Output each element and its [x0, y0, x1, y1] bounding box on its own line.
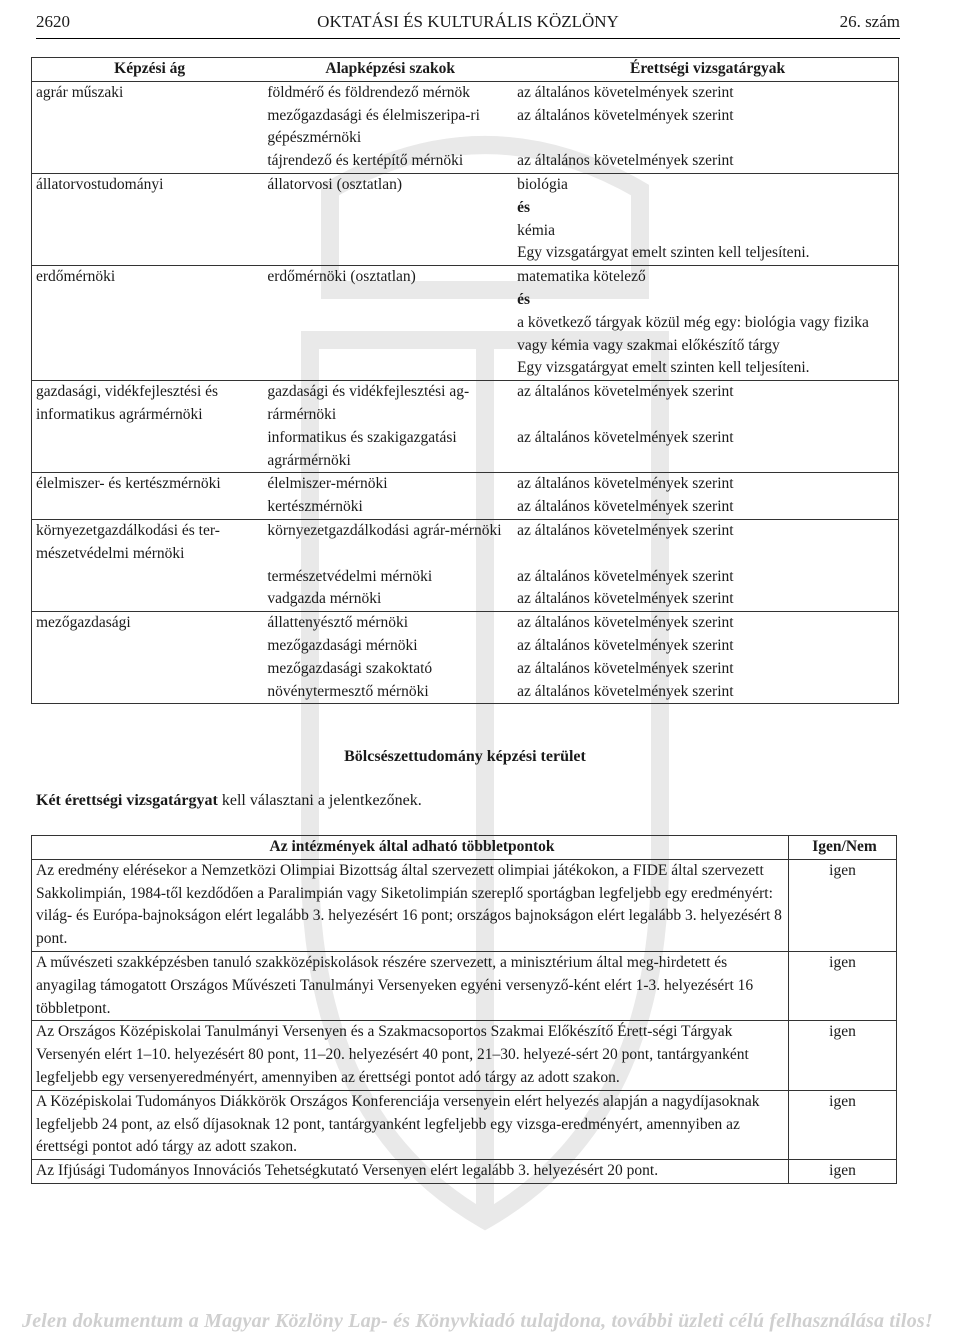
- section-title: Bölcsészettudomány képzési terület: [344, 748, 586, 765]
- programme-cell: természetvédelmi mérnöki: [267, 567, 433, 585]
- exam-cell: az általános követelmények szerint: [517, 567, 734, 585]
- header-bonus-points: Az intézmények által adható többletpontok: [32, 836, 789, 860]
- table-row: [32, 1021, 897, 1090]
- exam-cell: az általános követelmények szerint: [517, 152, 734, 170]
- header-programmes: Alapképzési szakok: [263, 58, 513, 82]
- header-exam-subjects: Érettségi vizsgatárgyak: [513, 58, 898, 82]
- exam-cell: az általános követelmények szerint: [517, 590, 734, 608]
- field-cell: [32, 588, 264, 611]
- issue-number: 26. szám: [839, 12, 900, 31]
- exam-cell: [513, 266, 898, 381]
- table-row: [32, 473, 899, 496]
- field-cell: élelmiszer- és kertészmérnöki: [32, 473, 264, 496]
- table-row: [32, 427, 899, 473]
- yes-no-value: igen: [789, 951, 897, 1020]
- bonus-description: Az eredmény elérésekor a Nemzetközi Olimpiai Bizottság által szervezett olimpiai játékokon, a FIDE által szervezett Sakkolimpián, 1984-től kezdődően a Paralimpián vagy Siketolimpián szereplő sportágban legfeljebb egy eredményért: világ- és Európa-bajnokságon elért legalább 3. helyezésért 16 pont; országos bajnokságon elért legalább 3. helyezésért 8 pont.: [32, 859, 789, 951]
- table-row: [32, 658, 899, 681]
- field-cell: [32, 681, 264, 704]
- programme-cell: tájrendező és kertépítő mérnöki: [267, 152, 464, 170]
- exam-cell: az általános követelmények szerint: [513, 81, 898, 104]
- table-row: [32, 859, 897, 951]
- bonus-description: A művészeti szakképzésben tanuló szakközépiskolások részére szervezett, a minisztérium által meg-hirdetett és anyagilag támogatott Országos Művészeti Tanulmányi Versenyeken egyéni versenyző-ként elért 1-3. helyezésért 16 többletpont.: [32, 951, 789, 1020]
- programme-cell: mezőgazdasági szakoktató: [267, 659, 433, 677]
- programme-cell: növénytermesztő mérnöki: [267, 682, 429, 700]
- table-row: [32, 566, 899, 589]
- table-row: [32, 173, 899, 265]
- field-cell: [32, 566, 264, 589]
- exam-cell: az általános követelmények szerint: [517, 106, 734, 124]
- header-rule: [36, 38, 900, 39]
- table-row: [32, 681, 899, 704]
- exam-line: Egy vizsgatárgyat emelt szinten kell teljesíteni.: [517, 244, 810, 262]
- bonus-points-table: [31, 835, 897, 1184]
- page-number: 2620: [36, 12, 70, 31]
- table-row: [32, 496, 899, 519]
- exam-line: a következő tárgyak közül még egy: biológia vagy fizika vagy kémia vagy szakmai előkészítő tárgy: [517, 313, 869, 354]
- exam-note-bold: Két érettségi vizsgatárgyat: [36, 792, 218, 809]
- table-row: [32, 381, 899, 427]
- table-row: [32, 1160, 897, 1184]
- programme-cell: erdőmérnöki (osztatlan): [263, 266, 513, 381]
- exam-cell: az általános követelmények szerint: [517, 636, 734, 654]
- programme-cell: informatikus és szakigazgatási agrármérnöki: [267, 428, 457, 469]
- table-row: [32, 519, 899, 565]
- exam-note-rest: kell választani a jelentkezőnek.: [217, 792, 422, 809]
- exam-cell: az általános követelmények szerint: [513, 612, 898, 635]
- programme-cell: mezőgazdasági és élelmiszeripa-ri gépészmérnöki: [267, 106, 480, 147]
- table-row: [32, 150, 899, 173]
- yes-no-value: igen: [789, 1021, 897, 1090]
- exam-cell: [513, 173, 898, 265]
- field-cell: környezetgazdálkodási és ter-mészetvédelmi mérnöki: [32, 519, 264, 565]
- exam-note: [36, 792, 422, 810]
- programme-cell: állattenyésztő mérnöki: [263, 612, 513, 635]
- bonus-points-header: [32, 836, 897, 860]
- programme-cell: vadgazda mérnöki: [267, 590, 382, 608]
- admission-table: [31, 57, 899, 704]
- yes-no-value: igen: [789, 859, 897, 951]
- table-row: [32, 266, 899, 381]
- yes-no-value: igen: [789, 1160, 897, 1184]
- page-header: [36, 10, 900, 38]
- table-row: [32, 105, 899, 151]
- programme-cell: kertészmérnöki: [267, 498, 363, 516]
- table-row: [32, 951, 897, 1020]
- exam-line: és: [517, 198, 531, 216]
- bonus-description: Az Országos Középiskolai Tanulmányi Versenyen és a Szakmacsoportos Szakmai Előkészítő Érett-ségi Tárgyak Versenyén elért 1–10. helyezésért 80 pont, 11–20. helyezésért 40 pont, 21–30. helyezé-sért 20 pont, tantárgyanként legfeljebb egy versenyeredményért, amennyiben az érettségi pontot adó tárgy az adott szakon.: [32, 1021, 789, 1090]
- field-cell: [32, 658, 264, 681]
- exam-line: matematika kötelező: [517, 268, 646, 286]
- field-cell: [32, 150, 264, 173]
- programme-cell: környezetgazdálkodási agrár-mérnöki: [263, 519, 513, 565]
- exam-cell: az általános követelmények szerint: [517, 682, 734, 700]
- field-cell: állatorvostudományi: [32, 173, 264, 265]
- exam-cell: az általános követelmények szerint: [513, 381, 898, 427]
- field-cell: [32, 427, 264, 473]
- programme-cell: földmérő és földrendező mérnök: [263, 81, 513, 104]
- field-cell: mezőgazdasági: [32, 612, 264, 635]
- field-cell: erdőmérnöki: [32, 266, 264, 381]
- admission-table-header: [32, 58, 899, 82]
- exam-cell: az általános követelmények szerint: [517, 428, 734, 446]
- exam-cell: az általános követelmények szerint: [513, 473, 898, 496]
- field-cell: [32, 496, 264, 519]
- exam-line: biológia: [517, 175, 568, 193]
- field-cell: [32, 635, 264, 658]
- exam-line: kémia: [517, 221, 555, 239]
- programme-cell: élelmiszer-mérnöki: [263, 473, 513, 496]
- header-yes-no: Igen/Nem: [789, 836, 897, 860]
- programme-cell: mezőgazdasági mérnöki: [267, 636, 418, 654]
- table-row: [32, 612, 899, 635]
- table-row: [32, 81, 899, 104]
- programme-cell: állatorvosi (osztatlan): [263, 173, 513, 265]
- programme-cell: gazdasági és vidékfejlesztési ag-rármérnöki: [263, 381, 513, 427]
- field-cell: [32, 105, 264, 151]
- exam-cell: az általános követelmények szerint: [517, 659, 734, 677]
- exam-cell: az általános követelmények szerint: [513, 519, 898, 565]
- bonus-description: A Középiskolai Tudományos Diákkörök Országos Konferenciája versenyein elért helyezés alapján a nagydíjasoknak legfeljebb 24 pont, az első díjasoknak 12 pont, tantárgyanként legfeljebb egy vizsga-eredményért, amennyiben az érettségi pontot adó tárgy az adott szakon.: [32, 1090, 789, 1159]
- exam-cell: az általános követelmények szerint: [517, 498, 734, 516]
- table-row: [32, 635, 899, 658]
- yes-no-value: igen: [789, 1090, 897, 1159]
- exam-line: Egy vizsgatárgyat emelt szinten kell teljesíteni.: [517, 359, 810, 377]
- journal-title: OKTATÁSI ÉS KULTURÁLIS KÖZLÖNY: [317, 12, 619, 31]
- header-field: Képzési ág: [32, 58, 264, 82]
- table-row: [32, 588, 899, 611]
- exam-line: és: [517, 290, 531, 308]
- copyright-footer: Jelen dokumentum a Magyar Közlöny Lap- és Könyvkiadó tulajdona, további üzleti célú felhasználása tilos!: [22, 1310, 933, 1332]
- table-row: [32, 1090, 897, 1159]
- field-cell: agrár műszaki: [32, 81, 264, 104]
- field-cell: gazdasági, vidékfejlesztési és informatikus agrármérnöki: [32, 381, 264, 427]
- bonus-description: Az Ifjúsági Tudományos Innovációs Tehetségkutató Versenyen elért legalább 3. helyezésért 20 pont.: [32, 1160, 789, 1184]
